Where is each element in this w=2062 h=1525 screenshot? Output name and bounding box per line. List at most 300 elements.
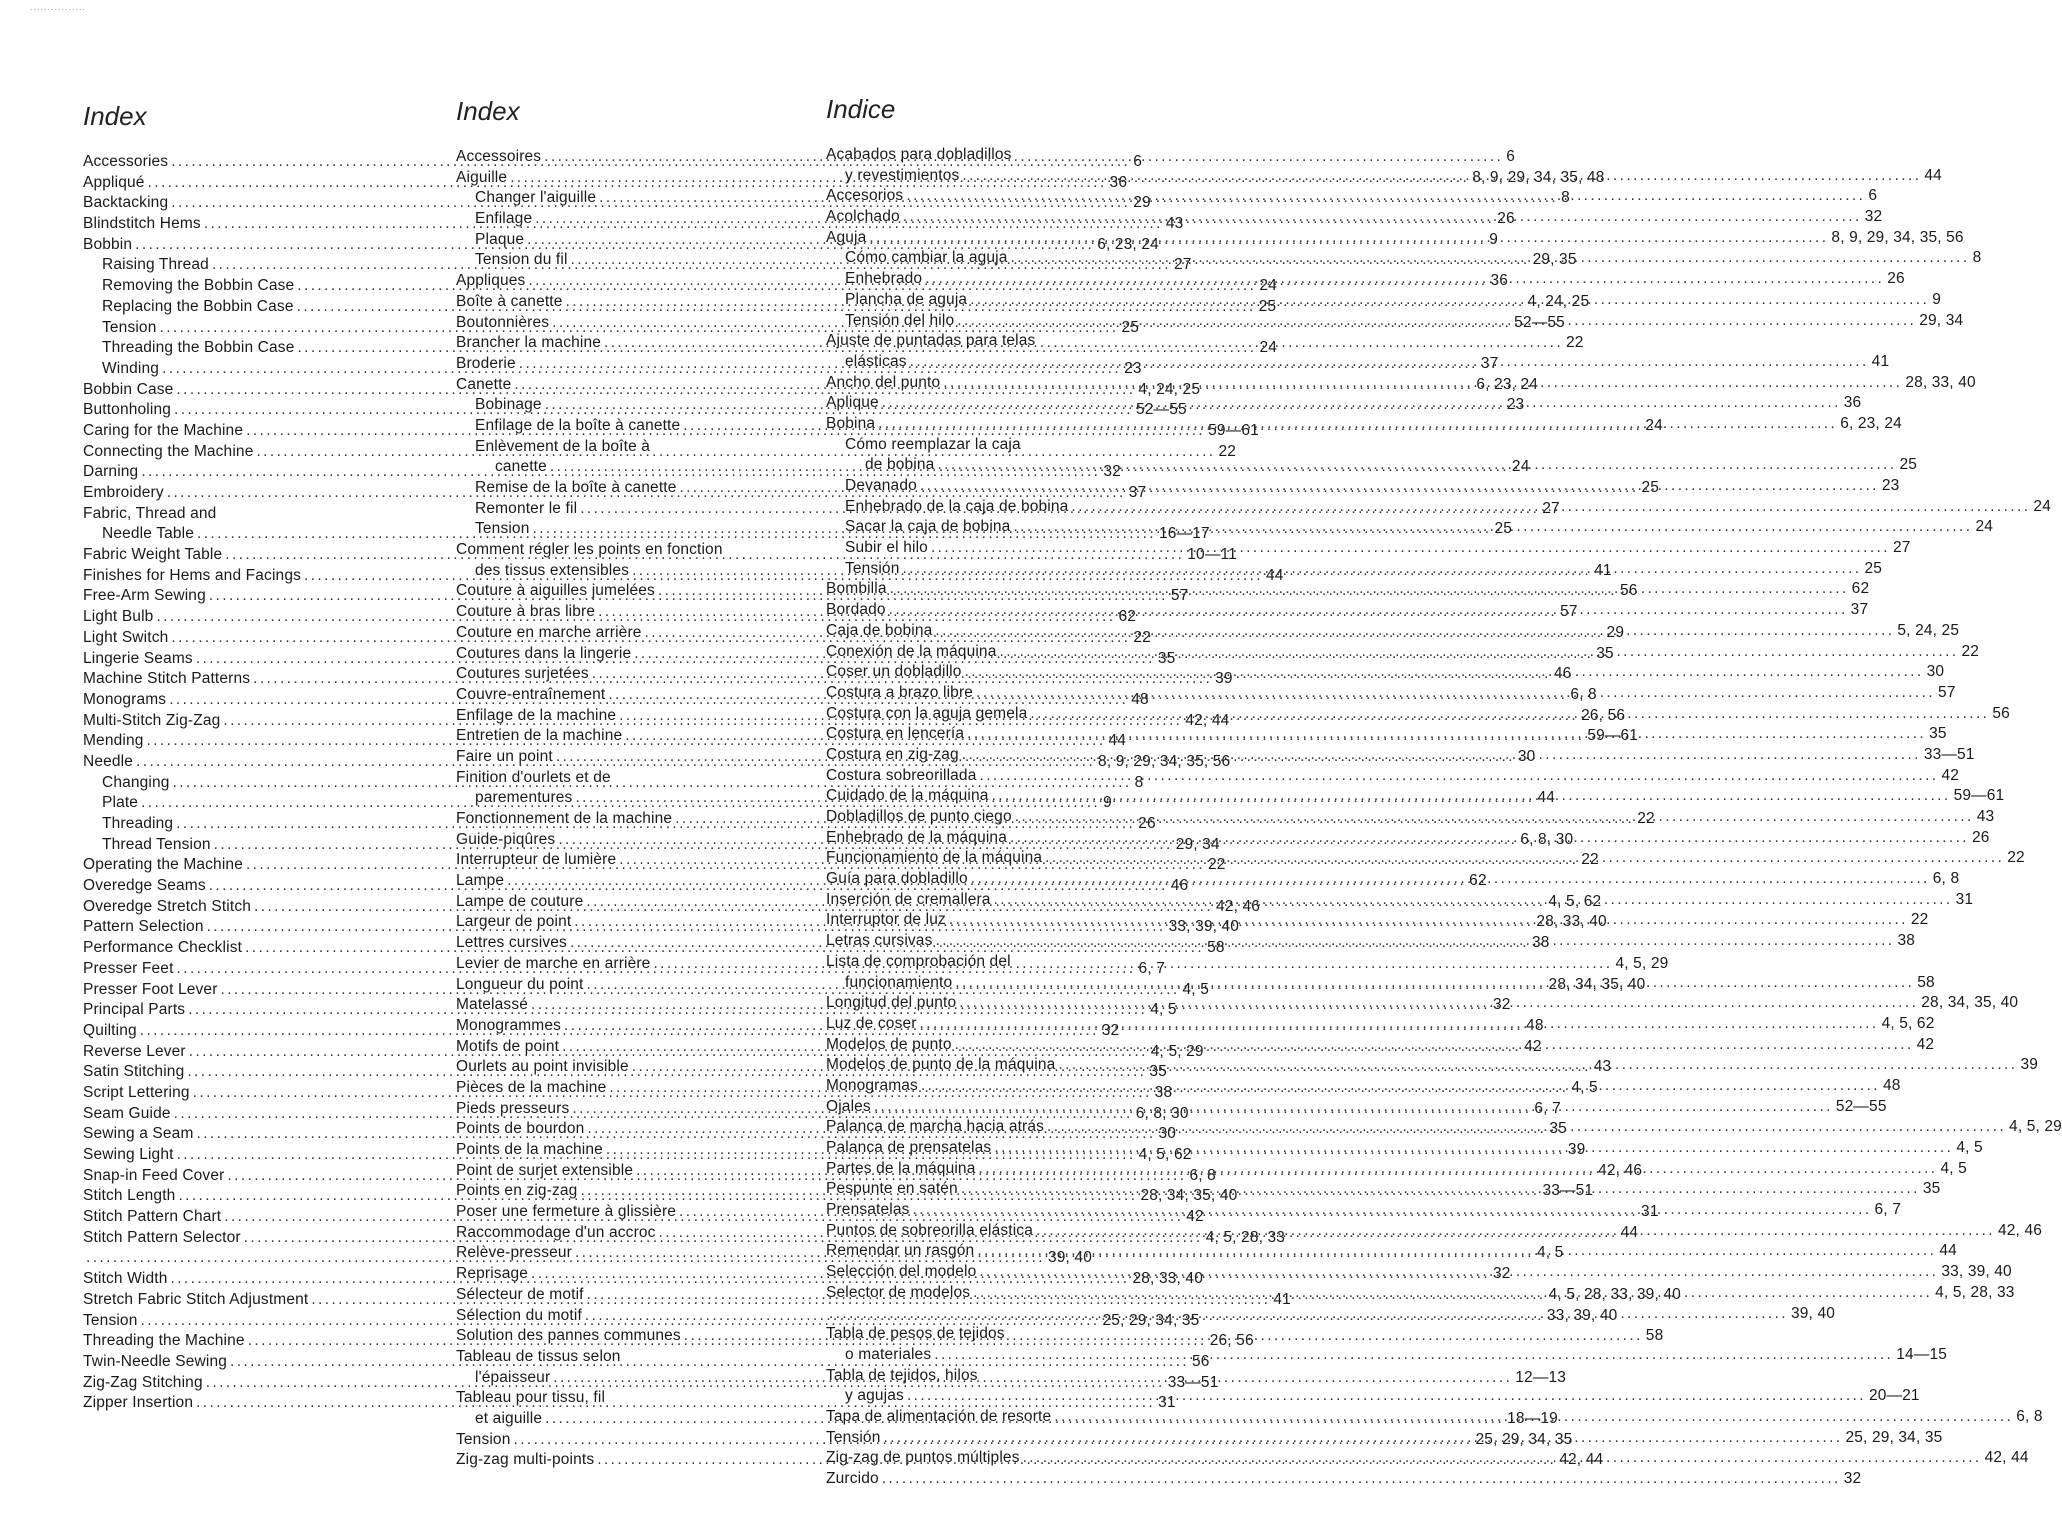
entry-term: Bordado	[826, 601, 886, 619]
entry-pages: 18—19	[1507, 1409, 1558, 1427]
entry-pages: 4, 5	[1536, 1244, 1564, 1262]
dot-leader	[962, 745, 1921, 766]
entry-term: Costura sobreorillada	[826, 766, 977, 784]
dot-leader	[1013, 517, 1972, 538]
entry-pages: 6, 23, 24	[1097, 235, 1159, 253]
entry-term: Acabados para dobladillos	[826, 146, 1012, 163]
entry-term: Monogrammes	[456, 1016, 562, 1034]
dot-leader	[976, 683, 1935, 704]
entry-pages: 24	[1511, 458, 1530, 476]
entry-pages: 32	[1843, 1470, 1862, 1487]
entry-pages: 27	[1892, 539, 1911, 557]
entry-pages: 4, 5	[1571, 1078, 1598, 1096]
dot-leader	[1011, 248, 1970, 269]
entry-pages: 6, 23, 24	[1476, 375, 1539, 393]
entry-pages: 44	[1266, 566, 1284, 584]
entry-pages: 29	[1606, 623, 1625, 641]
entry-term: Accesorios	[826, 187, 904, 205]
entry-term: Ancho del punto	[826, 373, 941, 391]
dot-leader	[907, 1386, 1866, 1407]
entry-pages: 29, 35	[1532, 251, 1577, 269]
entry-pages: 42	[1186, 1208, 1204, 1226]
entry-term: Mending	[83, 732, 144, 750]
entry-term: Light Bulb	[83, 608, 154, 626]
entry-pages: 22	[1910, 911, 1929, 929]
entry-term: Costura en lencería	[826, 725, 965, 743]
entry-term: Motifs de point	[456, 1037, 560, 1055]
entry-term: Coser un dobladillo	[826, 663, 962, 681]
index-entry	[826, 1324, 1178, 1345]
entry-term: Couture à aiguilles jumelées	[456, 582, 655, 600]
dot-leader	[994, 1138, 1953, 1159]
entry-pages: 28, 33, 40	[1132, 1270, 1203, 1288]
entry-term: Modelos de punto	[826, 1035, 952, 1053]
entry-term: Interrupteur de lumière	[456, 851, 617, 869]
entry-pages: 35	[1157, 649, 1176, 667]
entry-term: Aguja	[826, 228, 867, 246]
entry-pages: 36	[1109, 173, 1128, 191]
entry-term: Bobbin Case	[83, 380, 174, 398]
entry-pages: 26	[1972, 828, 1990, 846]
dot-leader	[931, 538, 1890, 559]
entry-pages: 25	[1494, 520, 1513, 538]
dot-leader	[1058, 1055, 2017, 1076]
entry-term: Brancher la machine	[456, 334, 602, 352]
dot-leader	[955, 1035, 1914, 1056]
entry-pages: 59—61	[1208, 421, 1259, 439]
entry-pages: 44	[1924, 166, 1942, 184]
entry-pages: 35	[1929, 725, 1947, 743]
entry-pages: 42, 46	[1998, 1221, 2042, 1239]
entry-term: Connecting the Machine	[83, 442, 254, 460]
entry-pages: 22	[1133, 628, 1151, 646]
entry-pages: 14—15	[1896, 1345, 1947, 1363]
entry-term: Remendar un rasgón	[826, 1242, 975, 1260]
entry-term: Enlèvement de la boîte à	[475, 437, 651, 455]
dot-leader	[920, 476, 1879, 497]
entry-pages: 25	[1899, 456, 1918, 474]
entry-pages: 8	[1972, 249, 1982, 267]
dot-leader	[869, 228, 1828, 249]
entry-pages: 33, 39, 40	[1546, 1306, 1618, 1324]
entry-pages: 24	[1645, 416, 1663, 434]
entry-term: Costura a brazo libre	[826, 683, 974, 701]
entry-pages: 8	[1134, 773, 1144, 791]
entry-term: Appliqué	[83, 173, 145, 191]
entry-pages: 24	[2033, 497, 2051, 515]
entry-pages: 48	[1131, 690, 1149, 708]
entry-term: Couvre-entraînement	[456, 685, 606, 703]
entry-term: Tensión del hilo	[845, 311, 955, 329]
entry-pages: 44	[1108, 732, 1127, 750]
entry-pages: 38	[1531, 934, 1550, 952]
entry-pages: 24	[1259, 277, 1277, 295]
entry-term: Buttonholing	[83, 401, 171, 419]
entry-pages: 36	[1490, 272, 1508, 290]
entry-pages: 44	[1620, 1223, 1639, 1241]
entry-term: Fabric Weight Table	[83, 546, 223, 564]
entry-pages: 28, 33, 40	[1905, 373, 1976, 391]
entry-term: Reverse Lever	[83, 1042, 186, 1060]
entry-pages: 25, 29, 34, 35	[1475, 1430, 1573, 1448]
entry-term: Overedge Stretch Stitch	[83, 897, 252, 915]
index-entry	[826, 145, 1178, 166]
dot-leader	[1036, 1221, 1995, 1242]
entry-term: Lingerie Seams	[83, 649, 193, 667]
entry-term: Remise de la boîte à canette	[475, 479, 677, 496]
index-entry	[826, 1386, 1920, 1407]
entry-term: Zig-Zag Stitching	[83, 1373, 203, 1391]
entry-term: Principal Parts	[83, 1001, 186, 1019]
entry-pages: 9	[1932, 290, 1941, 308]
entry-term: de bobina	[865, 456, 935, 474]
entry-pages: 37	[1480, 354, 1499, 372]
entry-pages: 4, 5, 28, 33, 39, 40	[1548, 1285, 1681, 1303]
entry-term: Machine Stitch Patterns	[83, 670, 251, 688]
entry-term: Replacing the Bobbin Case	[102, 297, 294, 315]
entry-term: Relève-presseur	[456, 1244, 572, 1262]
dot-leader	[1010, 828, 1969, 849]
dot-leader	[902, 559, 1861, 580]
entry-pages: 42, 46	[1216, 897, 1261, 915]
entry-term: Operating the Machine	[83, 856, 243, 874]
dot-leader	[874, 1097, 1833, 1118]
entry-pages: 23	[1881, 477, 1900, 494]
dot-leader	[965, 662, 1924, 683]
dot-leader	[889, 600, 1848, 621]
entry-term: Satin Stitching	[83, 1063, 185, 1081]
dot-leader	[882, 1469, 1841, 1490]
index-entry	[826, 1469, 1862, 1490]
entry-term: Quilting	[83, 1021, 137, 1039]
entry-term: parementures	[475, 789, 573, 807]
entry-term: Needle	[83, 752, 134, 770]
entry-pages: 28, 34, 35, 40	[1140, 1187, 1238, 1205]
entry-pages: 4, 5, 28, 33	[1935, 1283, 2015, 1301]
entry-pages: 25, 29, 34, 35	[1845, 1428, 1943, 1446]
entry-term: Overedge Seams	[83, 877, 206, 895]
entry-pages: 56	[1192, 1352, 1210, 1370]
dot-leader	[957, 311, 1916, 332]
dot-leader	[978, 1159, 1937, 1180]
entry-pages: 46	[1553, 665, 1572, 683]
entry-pages: 22	[1566, 334, 1584, 352]
entry-pages: 27	[1173, 256, 1192, 274]
entry-term: Plaque	[475, 230, 525, 248]
entry-pages: 52—55	[1514, 313, 1565, 331]
entry-term: Lampe	[456, 872, 505, 890]
entry-term: Tensión	[845, 559, 900, 577]
entry-pages: 6, 8	[1932, 870, 1960, 888]
entry-term: Finishes for Hems and Facings	[83, 566, 301, 584]
entry-term: Selección del modelo	[826, 1263, 977, 1281]
entry-pages: 59—61	[1953, 787, 2005, 805]
entry-pages: 22	[1581, 851, 1599, 869]
dot-leader	[1015, 807, 1974, 828]
entry-pages: 6	[1133, 153, 1143, 170]
entry-term: Coutures dans la lingerie	[456, 644, 632, 662]
entry-term: Fabric, Thread and	[83, 504, 217, 522]
entry-term: Coutures surjetées	[456, 665, 589, 683]
entry-pages: 20—21	[1868, 1387, 1920, 1405]
entry-pages: 42	[1941, 766, 1960, 784]
dot-leader	[883, 1428, 1842, 1449]
entry-term: Script Lettering	[83, 1083, 190, 1101]
entry-pages: 58	[1207, 939, 1225, 957]
entry-pages: 62	[1851, 580, 1870, 598]
entry-term: Backtacking	[83, 194, 169, 212]
entry-pages: 32	[1493, 1265, 1511, 1283]
entry-term: Pieds presseurs	[456, 1099, 570, 1117]
entry-term: Point de surjet extensible	[456, 1161, 634, 1179]
index-entry	[826, 1448, 2029, 1469]
dot-leader	[971, 869, 1930, 890]
entry-term: Lista de comprobación del	[826, 952, 1011, 970]
index-entry	[456, 437, 808, 458]
entry-term: Selector de modelos	[826, 1283, 971, 1301]
entry-term: Threading the Bobbin Case	[102, 339, 295, 357]
entry-term: Embroidery	[83, 484, 164, 501]
entry-term: canette	[495, 458, 547, 476]
entry-term: Changer l'aiguille	[475, 189, 597, 207]
entry-pages: 42, 44	[1559, 1451, 1604, 1469]
entry-term: Tension	[456, 1430, 511, 1448]
entry-pages: 16—17	[1159, 525, 1210, 543]
entry-term: Sewing a Seam	[83, 1125, 194, 1143]
entry-term: Points en zig-zag	[456, 1182, 578, 1200]
entry-term: Stitch Length	[83, 1187, 176, 1205]
entry-pages: 29, 34	[1919, 311, 1964, 329]
entry-pages: 42, 46	[1598, 1161, 1643, 1179]
index-entry	[456, 1347, 808, 1368]
entry-pages: 32	[1103, 463, 1121, 481]
entry-term: Stitch Pattern Chart	[83, 1208, 222, 1226]
entry-pages: 23	[1506, 396, 1525, 414]
header-mark: ................	[30, 2, 87, 12]
entry-pages: 44	[1939, 1242, 1957, 1260]
entry-pages: 43	[1976, 808, 1995, 825]
entry-pages: 28, 34, 35, 40	[1548, 975, 1646, 993]
entry-pages: 30	[1158, 1125, 1177, 1143]
entry-term: Darning	[83, 463, 139, 481]
entry-pages: 28, 34, 35, 40	[1921, 994, 2019, 1012]
entry-pages: 26	[1497, 210, 1515, 228]
entry-pages: 31	[1641, 1203, 1659, 1221]
dot-leader	[973, 1283, 1932, 1304]
entry-pages: 56	[1992, 704, 2010, 722]
entry-pages: 52—55	[1835, 1097, 1887, 1115]
entry-term: Partes de la máquina	[826, 1159, 976, 1177]
entry-term: et aiguille	[475, 1409, 543, 1427]
entry-pages: 33—51	[1923, 745, 1975, 763]
entry-pages: 8, 9, 29, 34, 35, 48	[1472, 168, 1605, 186]
entry-term: Performance Checklist	[83, 939, 243, 957]
entry-term: Plancha de aguja	[845, 290, 968, 308]
entry-term: Zipper Insertion	[83, 1394, 194, 1412]
dot-leader	[1054, 1407, 2013, 1428]
entry-term: Multi-Stitch Zig-Zag	[83, 711, 221, 729]
entry-pages: 29, 34	[1175, 835, 1220, 853]
dot-leader	[925, 269, 1884, 290]
entry-pages: 25	[1641, 479, 1660, 496]
entry-pages: 37	[1128, 484, 1147, 501]
dot-leader	[903, 207, 1862, 228]
dot-leader	[992, 786, 1951, 807]
dot-leader	[955, 973, 1914, 994]
dot-leader	[920, 1014, 1879, 1035]
entry-term: Aiguille	[456, 168, 508, 186]
entry-term: y agujas	[845, 1387, 904, 1405]
entry-term: Twin-Needle Sewing	[83, 1352, 227, 1370]
entry-term: Boîte à canette	[456, 292, 563, 310]
entry-term: Presser Feet	[83, 959, 174, 977]
entry-term: Finition d'ourlets et de	[456, 768, 611, 786]
dot-leader	[1047, 1117, 2006, 1138]
dot-leader	[970, 290, 1929, 311]
entry-term: Tabla de tejidos, hilos	[826, 1366, 978, 1384]
entry-pages: 41	[1594, 561, 1612, 579]
entry-pages: 26	[1138, 815, 1156, 832]
entry-pages: 6	[1506, 148, 1516, 165]
entry-pages: 26, 56	[1581, 706, 1626, 724]
entry-term: Entretien de la machine	[456, 727, 623, 745]
index-entry	[456, 540, 808, 561]
entry-term: Caring for the Machine	[83, 421, 244, 439]
dot-leader	[937, 455, 1896, 476]
index-entry	[826, 848, 2025, 869]
entry-term: Ojales	[826, 1097, 871, 1115]
entry-pages: 28, 33, 40	[1536, 913, 1607, 931]
index-entry	[826, 331, 1178, 352]
entry-pages: 32	[1493, 996, 1511, 1014]
entry-pages: 42, 44	[1185, 711, 1230, 729]
entry-term: Reprisage	[456, 1265, 529, 1283]
entry-pages: 4, 5, 62	[1138, 1146, 1192, 1163]
entry-pages: 56	[1619, 582, 1638, 600]
entry-pages: 37	[1850, 601, 1869, 619]
entry-pages: 33—51	[1542, 1182, 1594, 1200]
dot-leader	[921, 1076, 1880, 1097]
entry-term: Changing	[102, 773, 170, 791]
entry-term: Dobladillos de punto ciego	[826, 808, 1012, 825]
entry-pages: 32	[1864, 208, 1883, 226]
entry-term: Palanca de prensatelas	[826, 1139, 992, 1156]
entry-pages: 4, 5, 28, 33	[1205, 1228, 1286, 1246]
entry-pages: 39, 40	[1048, 1249, 1093, 1267]
dot-leader	[977, 1241, 1936, 1262]
entry-pages: 35	[1149, 1063, 1167, 1081]
entry-term: Tabla de pesos de tejidos	[826, 1325, 1005, 1343]
entry-term: Sewing Light	[83, 1146, 174, 1163]
entry-term: Appliques	[456, 272, 526, 290]
entry-term: Sacar la caja de bobina	[845, 518, 1011, 536]
entry-pages: 9	[1489, 230, 1498, 248]
index-entry	[456, 768, 808, 789]
dot-leader	[994, 890, 1953, 911]
entry-term: Bombilla	[826, 580, 887, 598]
entry-term: Pattern Selection	[83, 918, 204, 936]
entry-term: Monogramas	[826, 1076, 918, 1094]
entry-term: Stretch Fabric Stitch Adjustment	[83, 1290, 309, 1308]
entry-term: Levier de marche en arrière	[456, 954, 651, 972]
entry-pages: 35	[1596, 644, 1614, 662]
entry-term: Caja de bobina	[826, 621, 933, 639]
entry-pages: 58	[1645, 1327, 1664, 1345]
entry-term: Stitch Pattern Selector	[83, 1228, 241, 1246]
entry-pages: 38	[1154, 1083, 1173, 1101]
entry-term: funcionamiento	[845, 973, 953, 991]
entry-pages: 59—61	[1587, 727, 1639, 745]
entry-term: Blindstitch Hems	[83, 215, 201, 233]
dot-leader	[878, 414, 1837, 435]
entry-pages: 57	[1170, 587, 1189, 605]
entry-pages: 32	[1101, 1021, 1120, 1039]
entry-term: Accessoires	[456, 148, 542, 165]
entry-term: Removing the Bobbin Case	[102, 277, 295, 295]
entry-pages: 36	[1843, 394, 1862, 412]
index-entry	[826, 1428, 1943, 1449]
entry-pages: 4, 5	[1150, 1001, 1177, 1019]
entry-pages: 44	[1537, 789, 1555, 807]
entry-pages: 24	[1975, 518, 1994, 536]
entry-term: Monograms	[83, 690, 167, 708]
dot-leader	[829, 1304, 1788, 1325]
entry-term: Points de la machine	[456, 1141, 603, 1158]
entry-pages: 25	[1121, 318, 1140, 336]
entry-pages: 58	[1917, 973, 1935, 991]
entry-pages: 23	[1124, 359, 1142, 377]
entry-term: Longueur du point	[456, 975, 584, 993]
column-title: Indice	[826, 94, 896, 124]
entry-term: Pespunte en satén	[826, 1180, 958, 1198]
index-entry	[83, 504, 435, 525]
entry-term: Costura en zig-zag	[826, 745, 959, 763]
entry-pages: 38	[1897, 932, 1916, 950]
entry-pages: 57	[1560, 603, 1578, 621]
dot-leader	[943, 373, 1902, 394]
dot-leader	[913, 1200, 1872, 1221]
entry-term: Couture à bras libre	[456, 603, 596, 621]
entry-pages: 31	[1955, 890, 1974, 908]
entry-pages: 4, 24, 25	[1527, 292, 1590, 310]
entry-pages: 8, 9, 29, 34, 35, 56	[1098, 752, 1231, 770]
entry-pages: 30	[1517, 747, 1536, 765]
entry-term: Enhebrado de la máquina	[826, 828, 1007, 846]
entry-term: Zig-zag de puntos múltiples	[826, 1449, 1020, 1467]
entry-term: o materiales	[845, 1345, 932, 1363]
entry-term: Threading	[102, 815, 174, 832]
entry-term: Stitch Width	[83, 1270, 168, 1288]
dot-leader	[934, 1345, 1893, 1366]
entry-term: Snap-in Feed Cover	[83, 1166, 225, 1184]
entry-pages: 24	[1259, 339, 1278, 357]
entry-term: Threading the Machine	[83, 1332, 245, 1350]
entry-term: Ourlets au point invisible	[456, 1058, 629, 1076]
entry-term: Poser une fermeture à glissière	[456, 1203, 677, 1221]
entry-term: Enhebrado	[845, 270, 923, 288]
entry-pages: 6, 7	[1874, 1201, 1901, 1219]
entry-term: Needle Table	[102, 525, 194, 543]
entry-pages: 22	[1637, 810, 1655, 827]
dot-leader	[961, 1179, 1920, 1200]
entry-pages: 27	[1542, 499, 1560, 517]
entry-term: Cuidado de la máquina	[826, 787, 989, 805]
entry-pages: 39, 40	[1791, 1304, 1836, 1322]
entry-pages: 42	[1524, 1037, 1542, 1055]
entry-pages: 6, 8, 30	[1520, 830, 1574, 848]
entry-pages: 25	[1258, 297, 1277, 315]
entry-term: Luz de coser	[826, 1014, 917, 1032]
